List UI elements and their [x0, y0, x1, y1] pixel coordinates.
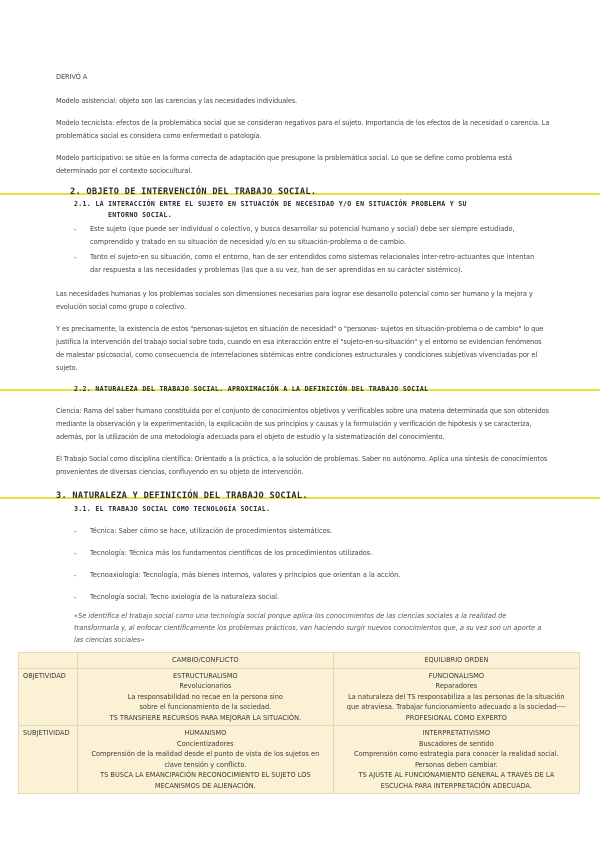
bullet-2-1-b: Tanto el sujeto-en su situación, como el entorno, han de ser entendidos como sistemas relacionales inter-retro-actuantes que intentan dar respuesta a las necesidades y problemas (las que a su vez, han de ser aprendidas en su carácter sistémico).	[90, 253, 535, 274]
modelo-participativo: Modelo participativo: se sitúe en la forma correcta de adaptación que presupone la problemática social. Lo que se define como problema está determinado por el contexto sociocultural.	[56, 154, 512, 175]
cell-line: La responsabilidad no recae en la persona sino	[127, 692, 283, 701]
quote-tecnologia-social: «Se identifica el trabajo social como una tecnología social porque aplica los conocimientos de las ciencias sociales a la realidad de transformarla y, al enfocar científicamente los problemas prácticos, van haciendo surgir nuevos conocimientos que, a su vez son un aporte a las ciencias sociales»	[74, 612, 542, 644]
cell-estructuralismo	[78, 668, 334, 726]
bullet-tecnoaxiologia: Tecnoaxiología: Tecnología, más bienes internos, valores y principios que orientan a la acción.	[90, 571, 401, 579]
cell-humanismo	[78, 726, 334, 794]
deriva-label: DERIVÓ A	[56, 73, 88, 81]
cell-line: Personas deben cambiar.	[414, 760, 498, 769]
subsection-2-1-title-line1: 2.1. LA INTERACCIÓN ENTRE EL SUJETO EN SITUACIÓN DE NECESIDAD Y/O EN SITUACIÓN PROBLEMA Y SU	[74, 200, 467, 208]
paradigms-table	[18, 652, 580, 794]
cell-line: Concientizadores	[177, 739, 234, 748]
table-header-row	[19, 653, 580, 669]
cell-line: Reparadores	[435, 682, 478, 690]
row-label-objetividad: OBJETIVIDAD	[19, 668, 78, 726]
subsection-2-1-title-line2: ENTORNO SOCIAL.	[108, 211, 173, 219]
bullet-marker: -	[74, 572, 77, 580]
table-header-cambio: CAMBIO/CONFLICTO	[78, 653, 334, 669]
bullet-marker: -	[74, 550, 77, 558]
section-3-title: 3. NATURALEZA Y DEFINICIÓN DEL TRABAJO SOCIAL.	[56, 491, 308, 501]
cell-line: ESTRUCTURALISMO	[172, 671, 238, 680]
section-2-title: 2. OBJETO DE INTERVENCIÓN DEL TRABAJO SOCIAL.	[70, 187, 317, 197]
table-row	[19, 726, 580, 794]
cell-line: HUMANISMO	[184, 729, 227, 737]
cell-line: Comprensión de la realidad desde el punto de vista de los sujetos en	[91, 750, 320, 758]
cell-line: TS TRANSFIERE RECURSOS PARA MEJORAR LA SITUACIÓN.	[109, 713, 302, 722]
cell-line: Comprensión como estrategia para conocer la realidad social.	[354, 750, 559, 758]
cell-line: TS AJUSTE AL FUNCIONAMIENTO GENERAL A TRAVÉS DE LA	[358, 771, 555, 779]
paragraph-ciencia: Ciencia: Rama del saber humano constituida por el conjunto de conocimientos objetivos y verificables sobre una materia determinada que son obtenidos mediante la observación y la experimentación, la explicación de sus principios y causas y la formulación y verificación de hipótesis y se caracteriza, además, por la utilización de una metodología adecuada para el objeto de estudio y la sistematización del conocimiento.	[56, 407, 549, 441]
cell-line: La naturaleza del TS responsabiliza a las personas de la situación	[348, 692, 565, 701]
bullet-tecnologia-social: Tecnología social: Tecno axiología de la naturaleza social.	[90, 593, 280, 601]
cell-line: FUNCIONALISMO	[428, 671, 485, 680]
cell-line: INTERPRETATIVISMO	[422, 729, 491, 737]
modelo-asistencial: Modelo asistencial: objeto son las carencias y las necesidades individuales.	[56, 97, 298, 105]
cell-line: sobre el funcionamiento de la sociedad.	[139, 703, 272, 711]
cell-line: que atraviesa. Trabajar funcionamiento adecuado a la sociedad----	[346, 703, 566, 711]
table-header-equilibrio: EQUILIBRIO ORDEN	[333, 653, 579, 669]
cell-funcionalismo	[333, 668, 579, 726]
cell-line: clave tensión y conflicto.	[164, 760, 247, 769]
cell-line: PROFESIONAL COMO EXPERTO	[405, 713, 507, 722]
table-corner-cell	[19, 653, 78, 669]
cell-line: ESCUCHA PARA INTERPRETACIÓN ADECUADA.	[380, 781, 532, 790]
bullet-tecnica: Técnica: Saber cómo se hace, utilización de procedimientos sistemáticos.	[90, 527, 333, 535]
cell-line: MECANISMOS DE ALIENACIÓN.	[154, 781, 256, 790]
bullet-marker: -	[74, 254, 77, 262]
bullet-marker: -	[74, 528, 77, 536]
cell-line: TS BUSCA LA EMANCIPACIÓN RECONOCIMIENTO EL SUJETO LOS	[100, 771, 311, 779]
cell-line: Revolucionarios	[179, 682, 232, 690]
row-label-subjetividad: SUBJETIVIDAD	[19, 726, 78, 794]
paragraph-necesidades: Las necesidades humanas y los problemas sociales son dimensiones necesarias para lograr ese desarrollo potencial como ser humano y la mejora y evolución social como grupo o colectivo.	[56, 290, 533, 311]
paragraph-trabajo-social-disciplina: El Trabajo Social como disciplina científica: Orientado a la práctica, a la solución de problemas. Saber no autónomo. Aplica una síntesis de conocimientos provenientes de diversas ciencias, confluyendo en su objeto de intervención.	[56, 455, 548, 476]
cell-interpretativismo	[333, 726, 579, 794]
modelo-tecnicista: Modelo tecnicista: efectos de la problemática social que se consideran negativos para el sujeto. Importancia de los efectos de la necesidad o carencia. La problemática social es considera como enfermedad o patología.	[56, 119, 550, 140]
cell-line: Buscadores de sentido	[418, 739, 494, 748]
bullet-marker: -	[74, 594, 77, 602]
bullet-tecnologia: Tecnología: Técnica más los fundamentos científicos de los procedimientos utilizados.	[90, 549, 373, 557]
table-row	[19, 668, 580, 726]
bullet-2-1-a: Este sujeto (que puede ser individual o colectivo, y busca desarrollar su potencial humano y social) debe ser siempre estudiado, comprendido y tratado en su situación de necesidad y/o en su situación-problema o de cambio.	[90, 225, 515, 246]
paragraph-personas-sujetos: Y es precisamente, la existencia de estos "personas-sujetos en situación de necesidad" o "personas- sujetos en situación-problema o de cambio" lo que justifica la intervención del trabajo social sobre todo, cuando en esa interacción entre el "sujeto-en-su-situación" y el entorno se evidencian fenómenos de malestar psicosocial, como consecuencia de interrelaciones sistémicas entre condiciones estructurales y condiciones subjetivas vivenciadas por el sujeto.	[56, 325, 544, 372]
subsection-2-2-title: 2.2. NATURALEZA DEL TRABAJO SOCIAL. APROXIMACIÓN A LA DEFINICIÓN DEL TRABAJO SOCIAL	[74, 385, 429, 393]
subsection-3-1-title: 3.1. EL TRABAJO SOCIAL COMO TECNOLOGÍA SOCIAL.	[74, 505, 271, 513]
bullet-marker: -	[74, 226, 77, 234]
